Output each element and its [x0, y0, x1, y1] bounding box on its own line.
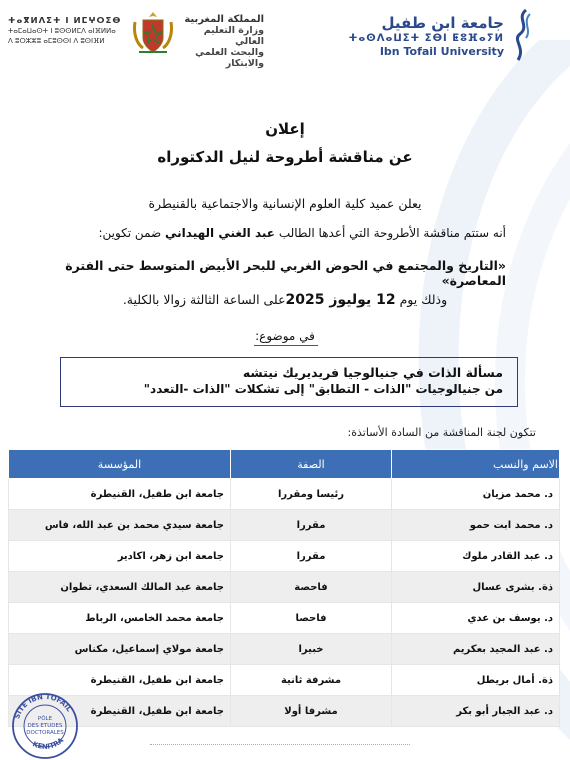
table-row: [9, 665, 560, 696]
ministry-line-2: والبحث العلمي والابتكار: [195, 47, 264, 69]
ministry-tf-line-3: ⴷ ⵓⵔⵣⵣⵓ ⴰⵎⵓⵙⵙⵏ ⴷ ⵓⵙⵏⴼⵍ: [8, 37, 105, 45]
cell-name: د. يوسف بن عدي: [392, 603, 560, 634]
date-suffix: على الساعة الثالثة زوالا بالكلية.: [122, 292, 286, 307]
ministry-tf-line-2: ⵜⴰⵎⴰⵡⴰⵙⵜ ⵏ ⵓⵙⵙⵍⵎⴷ ⴰⵏⴼⵍⵍⴰ: [8, 27, 116, 35]
table-row: [9, 510, 560, 541]
cell-name: د. عبد المجيد بعكريم: [392, 634, 560, 665]
header-name: الاسم والنسب: [392, 450, 560, 479]
table-row: [9, 696, 560, 727]
cell-role: مشرفة ثانية: [231, 665, 392, 696]
university-name-english: Ibn Tofail University: [379, 45, 504, 58]
announcement-subject: عن مناقشة أطروحة لنيل الدكتوراه: [157, 148, 413, 166]
date-prefix: وذلك يوم: [399, 292, 448, 307]
svg-text:DOCTORALES: DOCTORALES: [26, 730, 64, 736]
header-role: الصفة: [231, 450, 392, 479]
topic-label: في موضوع:: [255, 329, 315, 343]
cell-name: د. محمد ابت حمو: [392, 510, 560, 541]
cell-institution: جامعة محمد الخامس، الرباط: [9, 603, 231, 634]
footer-divider: [150, 744, 410, 745]
cell-role: مشرفا أولا: [231, 696, 392, 727]
university-mark-icon: [512, 8, 534, 62]
cell-name: د. محمد مزيان: [392, 479, 560, 510]
program-title: «التاريخ والمجتمع في الحوض الغربي للبحر الأبيض المتوسط حتى الفترة المعاصرة»: [65, 258, 506, 288]
svg-text:DES ETUDES: DES ETUDES: [27, 723, 63, 729]
topic-underline: [254, 345, 318, 346]
cell-role: خبيرا: [231, 634, 392, 665]
cell-role: مقررا: [231, 541, 392, 572]
announcement-title: إعلان: [265, 120, 305, 138]
svg-text:PÔLE: PÔLE: [37, 716, 53, 722]
student-line: [98, 226, 506, 240]
cell-institution: جامعة ابن زهر، اكادير: [9, 541, 231, 572]
table-row: [9, 603, 560, 634]
header: [0, 0, 570, 80]
university-logo: [334, 8, 534, 64]
student-name: عبد الغني الهيداني: [165, 226, 275, 240]
dean-line: يعلن عميد كلية العلوم الإنسانية والاجتماعية بالقنيطرة: [148, 196, 422, 211]
ministry-tf-line-1: ⵜⴰⴳⵍⴷⵉⵜ ⵏ ⵍⵎⵖⵔⵉⴱ: [8, 16, 122, 26]
cell-institution: جامعة سيدي محمد بن عبد الله، فاس: [9, 510, 231, 541]
svg-text:SITE IBN TOFAIL: SITE IBN TOFAIL: [13, 692, 74, 720]
student-suffix: ضمن تكوين:: [98, 226, 162, 240]
cell-role: رئيسا ومقررا: [231, 479, 392, 510]
cell-institution: جامعة ابن طفيل، القنيطرة: [9, 479, 231, 510]
cell-role: مقررا: [231, 510, 392, 541]
cell-role: فاحصة: [231, 572, 392, 603]
ministry-tifinagh: [8, 16, 126, 46]
table-row: [9, 541, 560, 572]
date-value: 12 يوليوز 2025: [285, 292, 396, 308]
table-row: [9, 572, 560, 603]
table-row: [9, 634, 560, 665]
cell-name: د. عبد الجبار أبو بكر: [392, 696, 560, 727]
jury-table: [8, 449, 560, 727]
thesis-title-line-1: مسألة الذات في جنيالوجيا فريديريك نيتشه: [242, 365, 503, 380]
cell-institution: جامعة ابن طفيل، القنيطرة: [9, 696, 231, 727]
jury-table-header: [9, 450, 560, 479]
thesis-title-box: [60, 357, 518, 407]
header-institution: المؤسسة: [9, 450, 231, 479]
jury-intro: تتكون لجنة المناقشة من السادة الأساتذة:: [347, 426, 536, 439]
moroccan-emblem-icon: [131, 8, 175, 58]
svg-text:KENITRA: KENITRA: [31, 736, 66, 751]
cell-role: فاحصا: [231, 603, 392, 634]
university-name-arabic: جامعة ابن طفيل: [381, 14, 504, 32]
cell-institution: جامعة عبد المالك السعدي، تطوان: [9, 572, 231, 603]
table-row: [9, 479, 560, 510]
kingdom-name: المملكة المغربية: [184, 14, 264, 25]
date-line: [0, 292, 570, 308]
doctoral-studies-stamp-icon: [8, 686, 82, 760]
university-name-tifinagh: ⵜⴰⵙⴷⴰⵡⵉⵜ ⵉⴱⵏ ⵟⵓⴼⴰⵢⵍ: [348, 33, 504, 44]
cell-name: ذة. أمال بريطل: [392, 665, 560, 696]
ministry-arabic: [184, 14, 264, 69]
thesis-title-line-2: من جنيالوجيات "الذات - التطابق" إلى تشكلات "الذات -التعدد": [143, 382, 503, 396]
cell-institution: جامعة مولاي إسماعيل، مكناس: [9, 634, 231, 665]
cell-institution: جامعة ابن طفيل، القنيطرة: [9, 665, 231, 696]
student-prefix: أنه ستتم مناقشة الأطروحة التي أعدها الطالب: [278, 226, 506, 240]
cell-name: د. عبد القادر ملوك: [392, 541, 560, 572]
ministry-line-1: وزارة التعليم العالي: [203, 25, 264, 47]
cell-name: ذة. بشرى عسال: [392, 572, 560, 603]
